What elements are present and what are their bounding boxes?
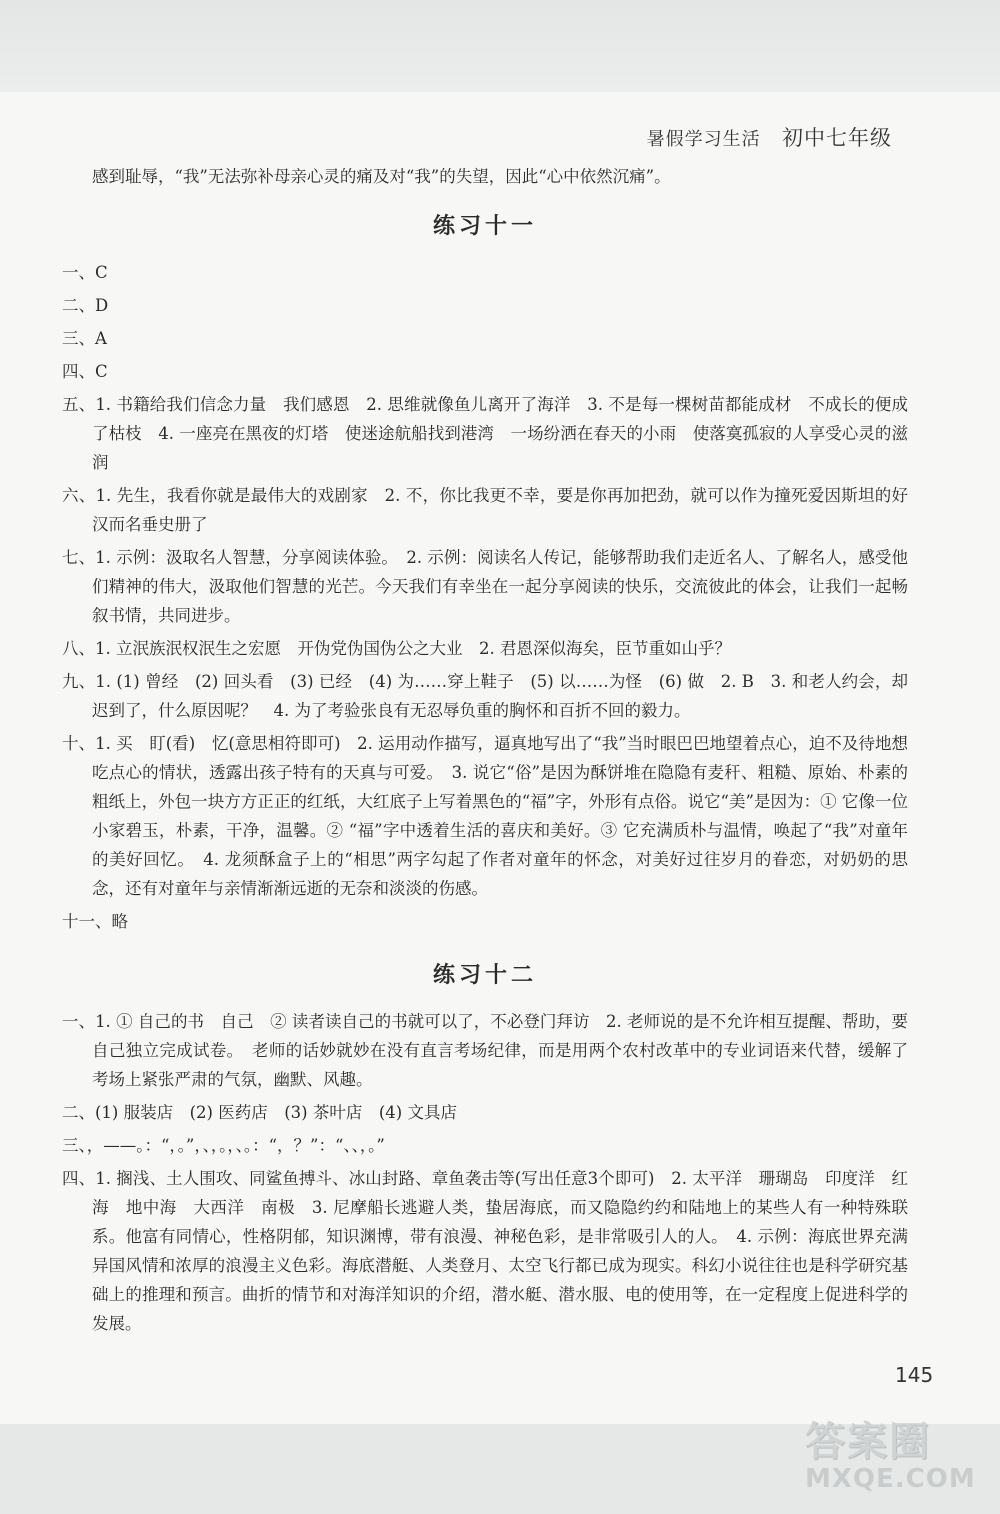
answer-item-text: 1. 示例：汲取名人智慧，分享阅读体验。 2. 示例：阅读名人传记，能够帮助我们走近名人、了解名人，感受他们精神的伟大，汲取他们智慧的光芒。今天我们有幸坐在一起分享阅读的快乐，交流彼此的体会，让我们一起畅叙书情，共同进步。 xyxy=(92,548,908,625)
answer-item-text: 略 xyxy=(111,912,128,931)
exercise-11-answers xyxy=(62,258,908,936)
scan-top-margin xyxy=(0,0,1000,92)
section-title-exercise-11: 练习十一 xyxy=(432,214,537,239)
answer-item-label: 三、 xyxy=(62,1136,87,1155)
answer-item xyxy=(62,907,908,936)
answer-item-label: 二、 xyxy=(62,296,95,315)
section-title-exercise-12: 练习十二 xyxy=(432,963,537,988)
answer-content xyxy=(62,163,908,1342)
answer-item-text: 1. 先生，我看你就是最伟大的戏剧家 2. 不，你比我更不幸，要是你再加把劲，就可以作为撞死爱因斯坦的好汉而名垂史册了 xyxy=(92,486,909,534)
watermark-logo: 答案圈 xyxy=(805,1419,931,1465)
answer-item-label: 九、 xyxy=(62,672,96,691)
answer-item-label: 一、 xyxy=(62,1012,96,1031)
header-subtitle: 暑假学习生活 xyxy=(646,129,761,150)
answer-item xyxy=(62,357,908,386)
answer-item-text: 1. 书籍给我们信念力量 我们感恩 2. 思维就像鱼儿离开了海洋 3. 不是每一棵树苗都能成材 不成长的便成了枯枝 4. 一座亮在黑夜的灯塔 使迷途航船找到港湾 一场纷洒在春天的小雨 使落寞孤寂的人享受心灵的滋润 xyxy=(92,395,908,472)
answer-item xyxy=(62,667,908,725)
answer-item-label: 七、 xyxy=(62,548,96,567)
intro-paragraph: 感到耻辱，“我”无法弥补母亲心灵的痛及对“我”的失望，因此“心中依然沉痛”。 xyxy=(92,167,671,186)
answer-item-text: 1. 买 盯(看) 忆(意思相符即可) 2. 运用动作描写，逼真地写出了“我”当时眼巴巴地望着点心，迫不及待地想吃点心的情状，透露出孩子特有的天真与可爱。 3. 说它“俗”是因为酥饼堆在隐隐有麦秆、粗糙、原始、朴素的粗纸上，外包一块方方正正的红纸，大红底子上写着黑色的“福”字，外形有点俗。说它“美”是因为：① 它像一位小家碧玉，朴素，干净，温馨。② “福”字中透着生活的喜庆和美好。③ 它充满质朴与温情，唤起了“我”对童年的美好回忆。 4. 龙须酥盒子上的“相思”两字勾起了作者对童年的怀念，对美好过往岁月的眷恋，对奶奶的思念，还有对童年与亲情渐渐远逝的无奈和淡淡的伤感。 xyxy=(92,734,908,898)
answer-item xyxy=(62,291,908,320)
answer-item xyxy=(62,1131,908,1160)
answer-item-text: 1. ① 自己的书 自己 ② 读者读自己的书就可以了，不必登门拜访 2. 老师说的是不允许相互提醒、帮助，要自己独立完成试卷。 老师的话妙就妙在没有直言考场纪律，而是用两个农村改革中的专业词语来代替，缓解了考场上紧张严肃的气氛，幽默、风趣。 xyxy=(92,1012,908,1089)
answer-item-text: (1) 服装店 (2) 医药店 (3) 茶叶店 (4) 文具店 xyxy=(95,1103,457,1122)
answer-item-label: 十、 xyxy=(62,734,96,753)
answer-item-text: D xyxy=(95,296,109,315)
answer-item-text: C xyxy=(95,263,108,282)
answer-item-label: 五、 xyxy=(62,395,96,414)
answer-item xyxy=(62,1098,908,1127)
header-grade: 初中七年级 xyxy=(782,126,892,150)
answer-item-label: 六、 xyxy=(62,486,96,505)
watermark-url: MXQE.COM xyxy=(805,1464,976,1494)
answer-item-label: 三、 xyxy=(62,329,95,348)
answer-item xyxy=(62,729,908,903)
answer-item xyxy=(62,390,908,477)
answer-item xyxy=(62,1007,908,1094)
answer-item-text: 1. (1) 曾经 (2) 回头看 (3) 已经 (4) 为……穿上鞋子 (5) 以……为怪 (6) 做 2. B 3. 和老人约会，却迟到了，什么原因呢？ 4. 为了考验张良有无忍辱负重的胸怀和百折不回的毅力。 xyxy=(92,672,909,720)
answer-item-text: 1. 立泯族泯权泯生之宏愿 开伪党伪国伪公之大业 2. 君恩深似海矣，臣节重如山乎？ xyxy=(95,639,731,658)
watermark xyxy=(805,1420,995,1510)
answer-item xyxy=(62,1164,908,1338)
answer-item-text: A xyxy=(95,329,107,348)
exercise-12-answers xyxy=(62,1007,908,1338)
answer-item xyxy=(62,634,908,663)
answer-item-text: ，——。：“，。”，、，。，、。：“，？”：“、、，。” xyxy=(86,1136,385,1155)
answer-item-label: 八、 xyxy=(62,639,95,658)
answer-item xyxy=(62,543,908,630)
answer-item-label: 四、 xyxy=(62,1169,96,1188)
answer-item-label: 一、 xyxy=(62,263,95,282)
running-header xyxy=(647,122,892,152)
answer-item-label: 二、 xyxy=(62,1103,95,1122)
answer-item xyxy=(62,324,908,353)
answer-item-text: C xyxy=(95,362,108,381)
answer-item-text: 1. 搁浅、土人围攻、同鲨鱼搏斗、冰山封路、章鱼袭击等(写出任意3个即可) 2. 太平洋 珊瑚岛 印度洋 红海 地中海 大西洋 南极 3. 尼摩船长逃避人类，蛰居海底，而又隐隐约约和陆地上的某些人有一种特殊联系。他富有同情心，性格阴郁，知识渊博，带有浪漫、神秘色彩，是非常吸引人的人。 4. 示例：海底世界充满异国风情和浓厚的浪漫主义色彩。海底潜艇、人类登月、太空飞行都已成为现实。科幻小说往往也是科学研究基础上的推理和预言。曲折的情节和对海洋知识的介绍，潜水艇、潜水服、电的使用等，在一定程度上促进科学的发展。 xyxy=(92,1169,908,1333)
answer-item xyxy=(62,481,908,539)
answer-item-label: 十一、 xyxy=(62,912,112,931)
page-number: 145 xyxy=(895,1363,934,1387)
answer-item-label: 四、 xyxy=(62,362,95,381)
answer-item xyxy=(62,258,908,287)
